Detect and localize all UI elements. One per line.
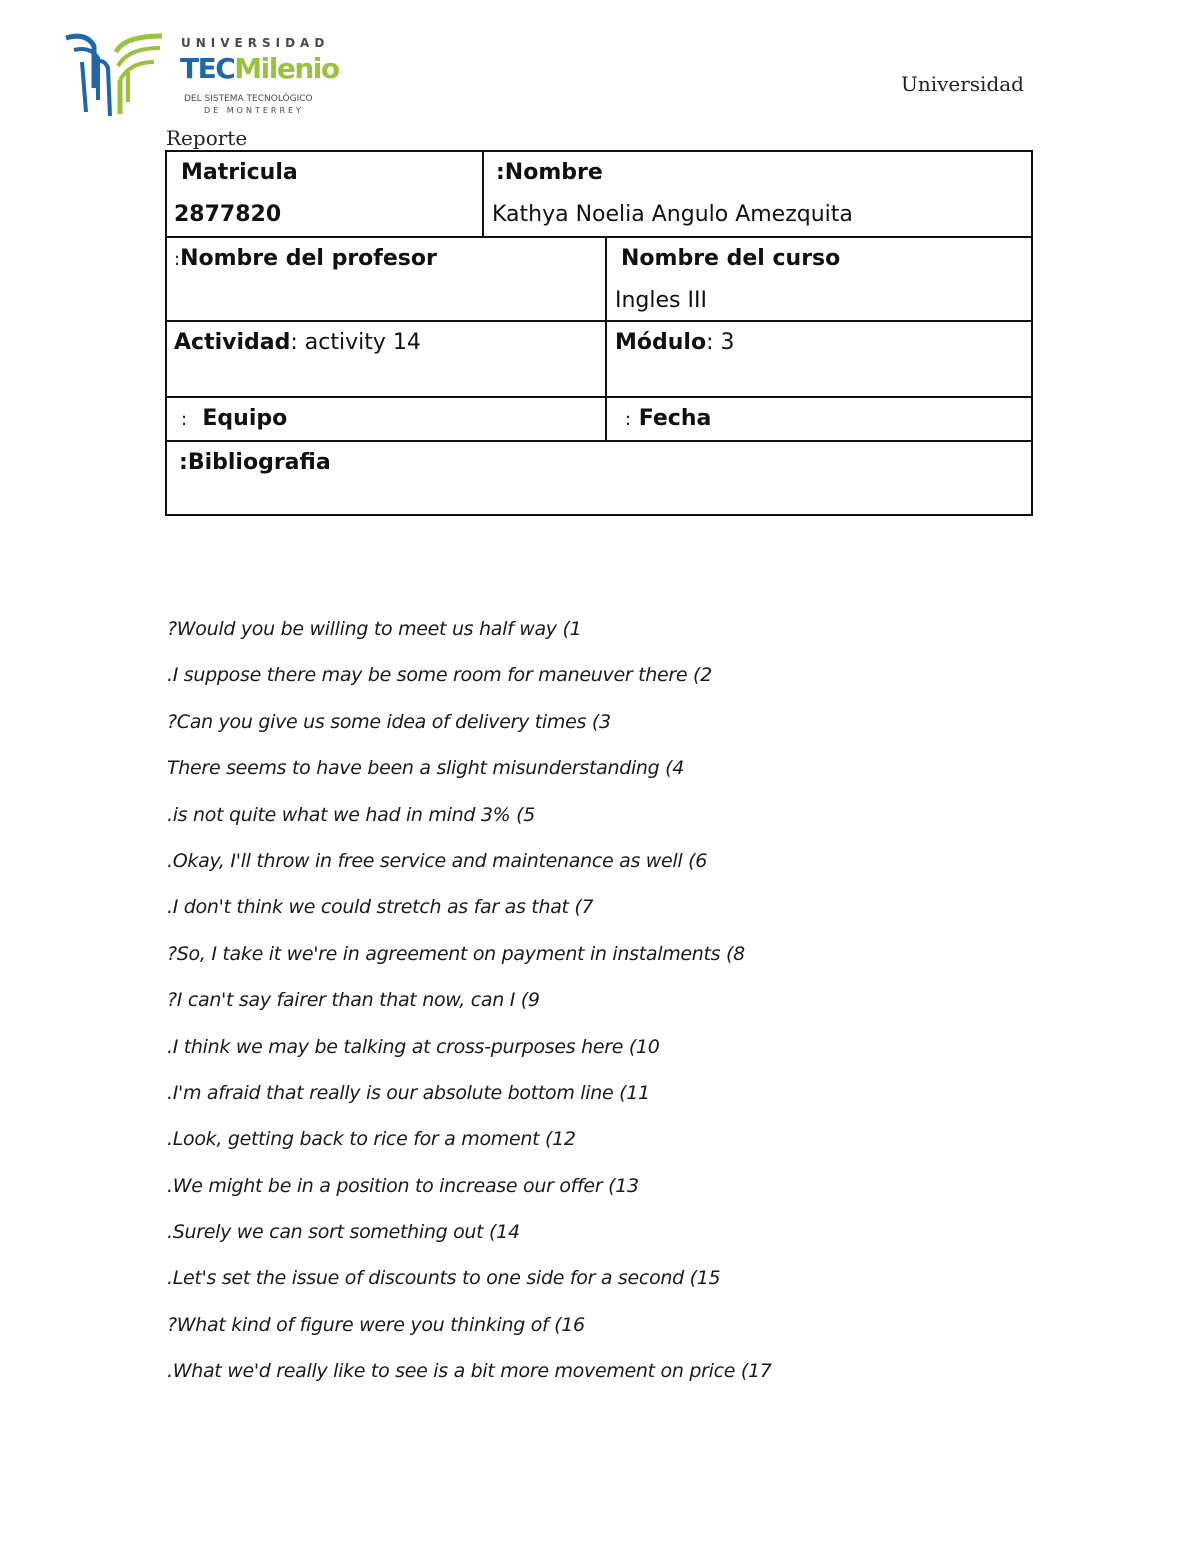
row-matricula-nombre bbox=[167, 152, 1031, 236]
list-item: .We might be in a position to increase our offer (13 bbox=[167, 1174, 639, 1197]
equipo-label-wrap bbox=[181, 406, 287, 431]
curso-value: Ingles III bbox=[615, 288, 707, 313]
cell-curso bbox=[605, 238, 1031, 322]
header-universidad-text: Universidad bbox=[900, 72, 1024, 96]
logo-brand-tec: TEC bbox=[180, 52, 235, 85]
logo-tagline-1: DEL SISTEMA TECNOLÓGICO bbox=[184, 94, 313, 104]
list-item: ?Can you give us some idea of delivery times (3 bbox=[167, 710, 611, 733]
cell-actividad bbox=[167, 322, 605, 398]
fecha-prefix: : bbox=[625, 409, 632, 430]
cell-profesor bbox=[167, 238, 605, 322]
cell-bibliografia bbox=[167, 442, 1031, 514]
question-list bbox=[167, 612, 1067, 1401]
list-item: .is not quite what we had in mind 3% (5 bbox=[167, 803, 536, 826]
logo-tagline-2: DE MONTERREY bbox=[204, 106, 304, 115]
list-item: There seems to have been a slight misunderstanding (4 bbox=[167, 757, 685, 780]
report-label: Reporte bbox=[166, 126, 248, 150]
actividad-value: : activity 14 bbox=[290, 330, 421, 355]
cell-nombre bbox=[482, 152, 1031, 236]
list-item: ?What kind of figure were you thinking of (16 bbox=[167, 1313, 585, 1336]
matricula-value: 2877820 bbox=[174, 202, 282, 227]
modulo-wrap bbox=[615, 330, 734, 355]
matricula-label: Matricula bbox=[181, 160, 298, 185]
modulo-label: Módulo bbox=[615, 330, 707, 355]
fecha-label-wrap bbox=[625, 406, 711, 431]
row-bibliografia bbox=[167, 440, 1031, 514]
tecmilenio-logo bbox=[64, 32, 339, 118]
equipo-label: Equipo bbox=[202, 406, 288, 431]
nombre-value: Kathya Noelia Angulo Amezquita bbox=[492, 202, 853, 227]
cell-fecha bbox=[605, 398, 1031, 442]
list-item: .I'm afraid that really is our absolute bottom line (11 bbox=[167, 1081, 650, 1104]
row-equipo-fecha bbox=[167, 396, 1031, 442]
actividad-label: Actividad bbox=[174, 330, 291, 355]
list-item: ?I can't say fairer than that now, can I (9 bbox=[167, 989, 540, 1012]
list-item: .Surely we can sort something out (14 bbox=[167, 1221, 520, 1244]
cell-modulo bbox=[605, 322, 1031, 398]
list-item: .Okay, I'll throw in free service and maintenance as well (6 bbox=[167, 849, 708, 872]
logo-brand-milenio: Milenio bbox=[234, 52, 339, 85]
logo-university-text: UNIVERSIDAD bbox=[181, 36, 330, 50]
cell-matricula bbox=[167, 152, 482, 236]
list-item: .What we'd really like to see is a bit more movement on price (17 bbox=[167, 1360, 772, 1383]
list-item: .I don't think we could stretch as far as that (7 bbox=[167, 896, 594, 919]
actividad-wrap bbox=[174, 330, 421, 355]
list-item: .I think we may be talking at cross-purposes here (10 bbox=[167, 1035, 660, 1058]
modulo-value: : 3 bbox=[706, 330, 735, 355]
list-item: .I suppose there may be some room for maneuver there (2 bbox=[167, 664, 712, 687]
list-item: .Let's set the issue of discounts to one side for a second (15 bbox=[167, 1267, 721, 1290]
list-item: .Look, getting back to rice for a moment (12 bbox=[167, 1128, 576, 1151]
bibliografia-label-wrap bbox=[179, 450, 331, 475]
list-item: ?Would you be willing to meet us half way (1 bbox=[167, 618, 582, 640]
profesor-prefix: : bbox=[174, 249, 181, 270]
cell-equipo bbox=[167, 398, 605, 442]
student-info-table bbox=[165, 150, 1033, 516]
profesor-label: Nombre del profesor bbox=[180, 246, 437, 271]
equipo-prefix: : bbox=[181, 409, 188, 430]
nombre-label: :Nombre bbox=[496, 160, 603, 185]
row-actividad-modulo bbox=[167, 320, 1031, 398]
curso-label: Nombre del curso bbox=[621, 246, 841, 271]
list-item: ?So, I take it we're in agreement on payment in instalments (8 bbox=[167, 942, 745, 965]
tecmilenio-logo-icon bbox=[64, 32, 168, 118]
logo-brand bbox=[180, 52, 339, 85]
row-profesor-curso bbox=[167, 236, 1031, 322]
bibliografia-prefix: : bbox=[179, 450, 188, 475]
fecha-label: Fecha bbox=[638, 406, 712, 431]
profesor-label-wrap bbox=[174, 246, 437, 271]
bibliografia-label: Bibliografia bbox=[187, 450, 331, 475]
